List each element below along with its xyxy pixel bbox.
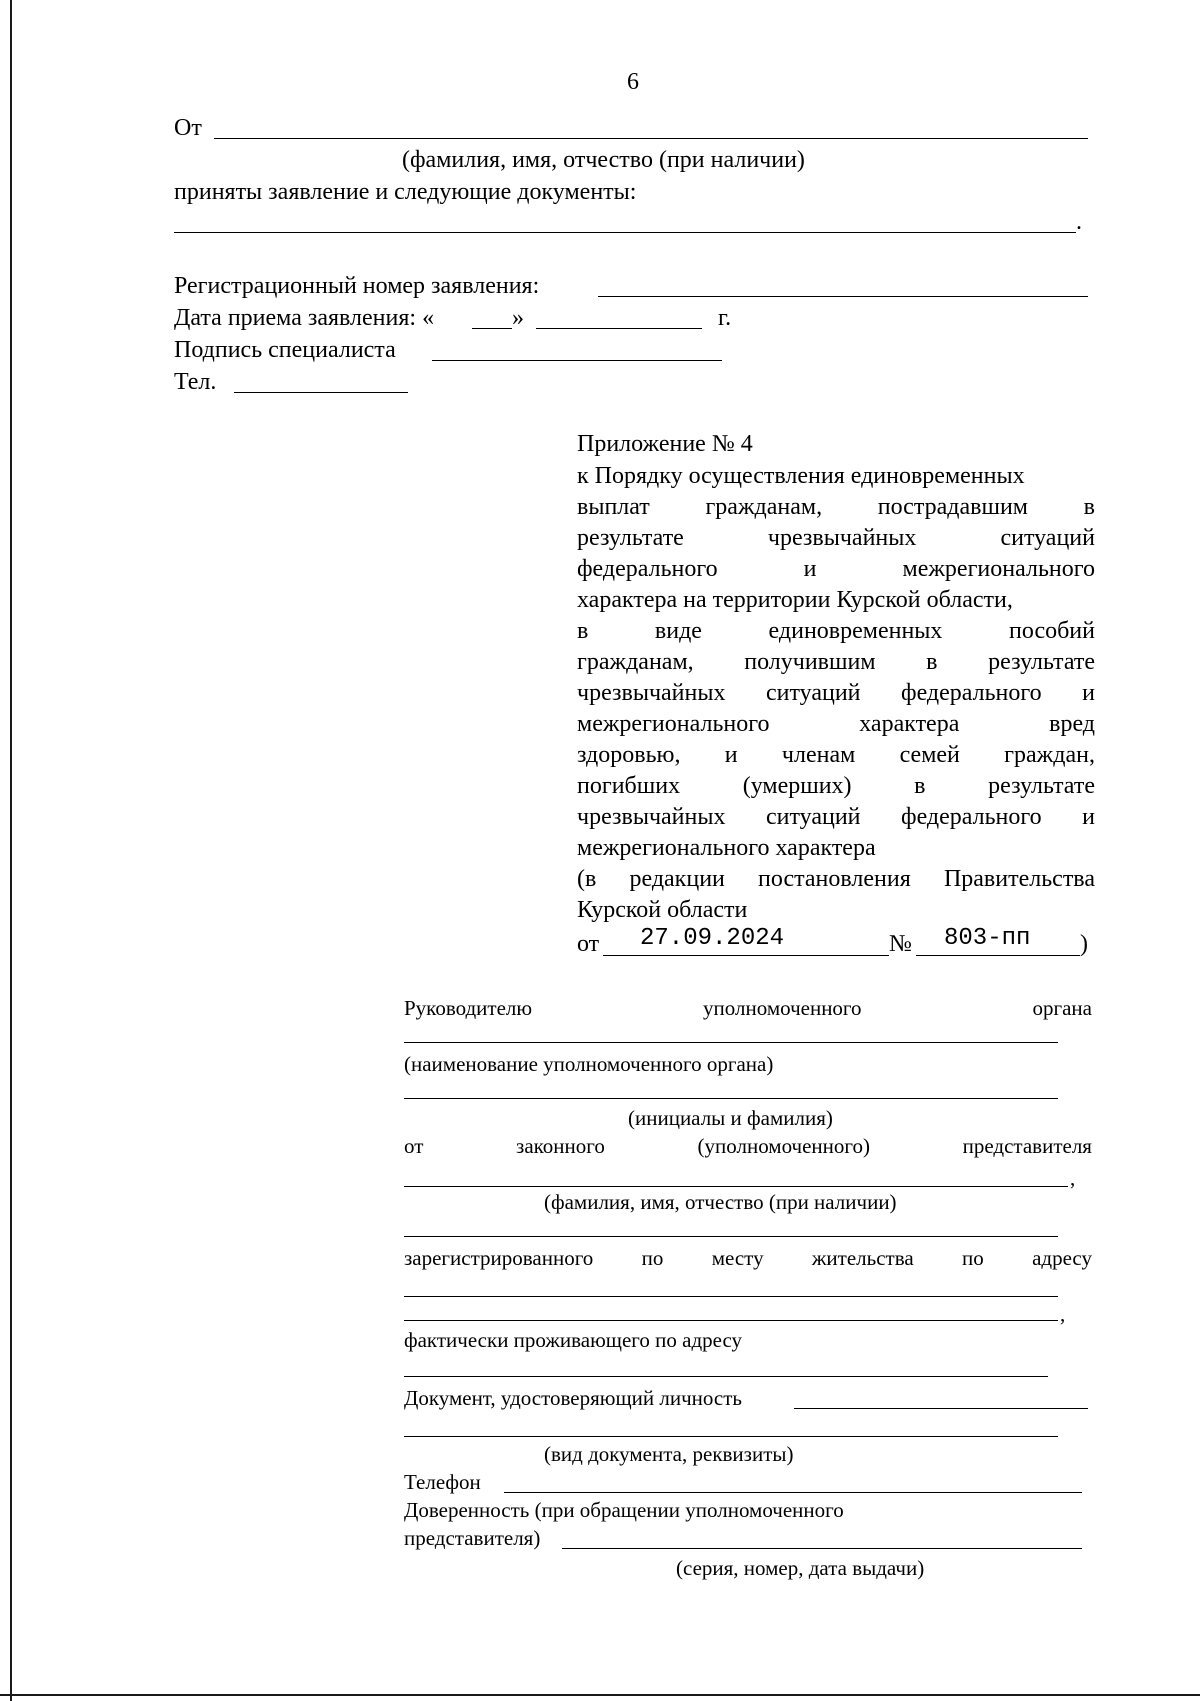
amendment-date-value: 27.09.2024 xyxy=(640,925,785,952)
appendix-line: межрегионального характера вред xyxy=(577,711,1095,737)
appendix-line: чрезвычайных ситуаций федерального и xyxy=(577,804,1095,830)
appendix-line: гражданам, получившим в результате xyxy=(577,649,1095,675)
power-of-attorney-label-2: представителя) xyxy=(404,1526,541,1550)
id-document-line-2[interactable] xyxy=(404,1436,1058,1437)
document-caption: (вид документа, реквизиты) xyxy=(544,1442,794,1466)
phone-field-label: Телефон xyxy=(404,1470,481,1494)
date-day-line[interactable] xyxy=(472,328,512,329)
scan-edge-bottom xyxy=(0,1694,1200,1696)
signature-line[interactable] xyxy=(432,360,722,361)
fio-caption: (фамилия, имя, отчество (при наличии) xyxy=(402,147,805,173)
appendix-line: погибших (умерших) в результате xyxy=(577,773,1095,799)
appendix-line: выплат гражданам, пострадавшим в xyxy=(577,494,1095,520)
representative-fio-line[interactable] xyxy=(404,1186,1068,1187)
amendment-number-label: № xyxy=(889,931,912,957)
representative-fio-caption: (фамилия, имя, отчество (при наличии) xyxy=(544,1190,897,1214)
appendix-line: межрегионального характера xyxy=(577,835,876,861)
phone-label: Тел. xyxy=(174,369,217,395)
amendment-close-paren: ) xyxy=(1080,931,1088,957)
registered-address-label: зарегистрированного по месту жительства по адресу xyxy=(404,1246,1092,1270)
org-name-caption: (наименование уполномоченного органа) xyxy=(404,1052,774,1076)
date-quote-close: » xyxy=(512,305,524,331)
addressee-continuation-line[interactable] xyxy=(404,1042,1058,1043)
actual-address-line[interactable] xyxy=(404,1376,1048,1377)
date-label: Дата приема заявления: « xyxy=(174,305,435,331)
head-name-line[interactable] xyxy=(404,1098,1058,1099)
documents-line-period: . xyxy=(1076,209,1082,235)
documents-line[interactable] xyxy=(174,232,1076,233)
from-label: От xyxy=(174,115,202,141)
appendix-line: в виде единовременных пособий xyxy=(577,618,1095,644)
appendix-line: чрезвычайных ситуаций федерального и xyxy=(577,680,1095,706)
reg-number-line[interactable] xyxy=(598,296,1088,297)
representative-fio-line-2[interactable] xyxy=(404,1236,1058,1237)
phone-field-line[interactable] xyxy=(504,1492,1082,1493)
addressee-line: Руководителю уполномоченного органа xyxy=(404,996,1092,1020)
appendix-line: к Порядку осуществления единовременных xyxy=(577,463,1025,489)
amendment-number-value: 803-пп xyxy=(944,925,1031,952)
representative-fio-comma: , xyxy=(1070,1166,1076,1190)
from-fio-line[interactable] xyxy=(214,138,1088,139)
power-of-attorney-line[interactable] xyxy=(562,1548,1082,1549)
amendment-from-label: от xyxy=(577,931,600,957)
registered-address-line-2[interactable] xyxy=(404,1320,1058,1321)
appendix-line: результате чрезвычайных ситуаций xyxy=(577,525,1095,551)
phone-line[interactable] xyxy=(234,392,408,393)
initials-caption: (инициалы и фамилия) xyxy=(628,1106,833,1130)
appendix-line: (в редакции постановления Правительства xyxy=(577,866,1095,892)
registered-address-comma: , xyxy=(1060,1302,1066,1326)
appendix-line: Курской области xyxy=(577,897,748,923)
id-document-line[interactable] xyxy=(794,1408,1088,1409)
power-of-attorney-caption: (серия, номер, дата выдачи) xyxy=(676,1556,925,1580)
amendment-date-line xyxy=(603,955,889,956)
page-number: 6 xyxy=(627,69,639,95)
appendix-line: характера на территории Курской области, xyxy=(577,587,1013,613)
scan-edge-left xyxy=(10,0,12,1701)
date-year-suffix: г. xyxy=(718,305,732,331)
reg-number-label: Регистрационный номер заявления: xyxy=(174,273,540,299)
signature-label: Подпись специалиста xyxy=(174,337,396,363)
appendix-line: федерального и межрегионального xyxy=(577,556,1095,582)
power-of-attorney-label-1: Доверенность (при обращении уполномоченного xyxy=(404,1498,844,1522)
id-document-label: Документ, удостоверяющий личность xyxy=(404,1386,742,1410)
date-month-line[interactable] xyxy=(536,328,702,329)
accepted-documents-text: приняты заявление и следующие документы: xyxy=(174,179,637,205)
appendix-title: Приложение № 4 xyxy=(577,431,753,457)
registered-address-line-1[interactable] xyxy=(404,1296,1058,1297)
appendix-line: здоровью, и членам семей граждан, xyxy=(577,742,1095,768)
from-representative-line: от законного (уполномоченного) представителя xyxy=(404,1134,1092,1158)
amendment-number-line xyxy=(916,955,1080,956)
actual-address-label: фактически проживающего по адресу xyxy=(404,1328,743,1352)
